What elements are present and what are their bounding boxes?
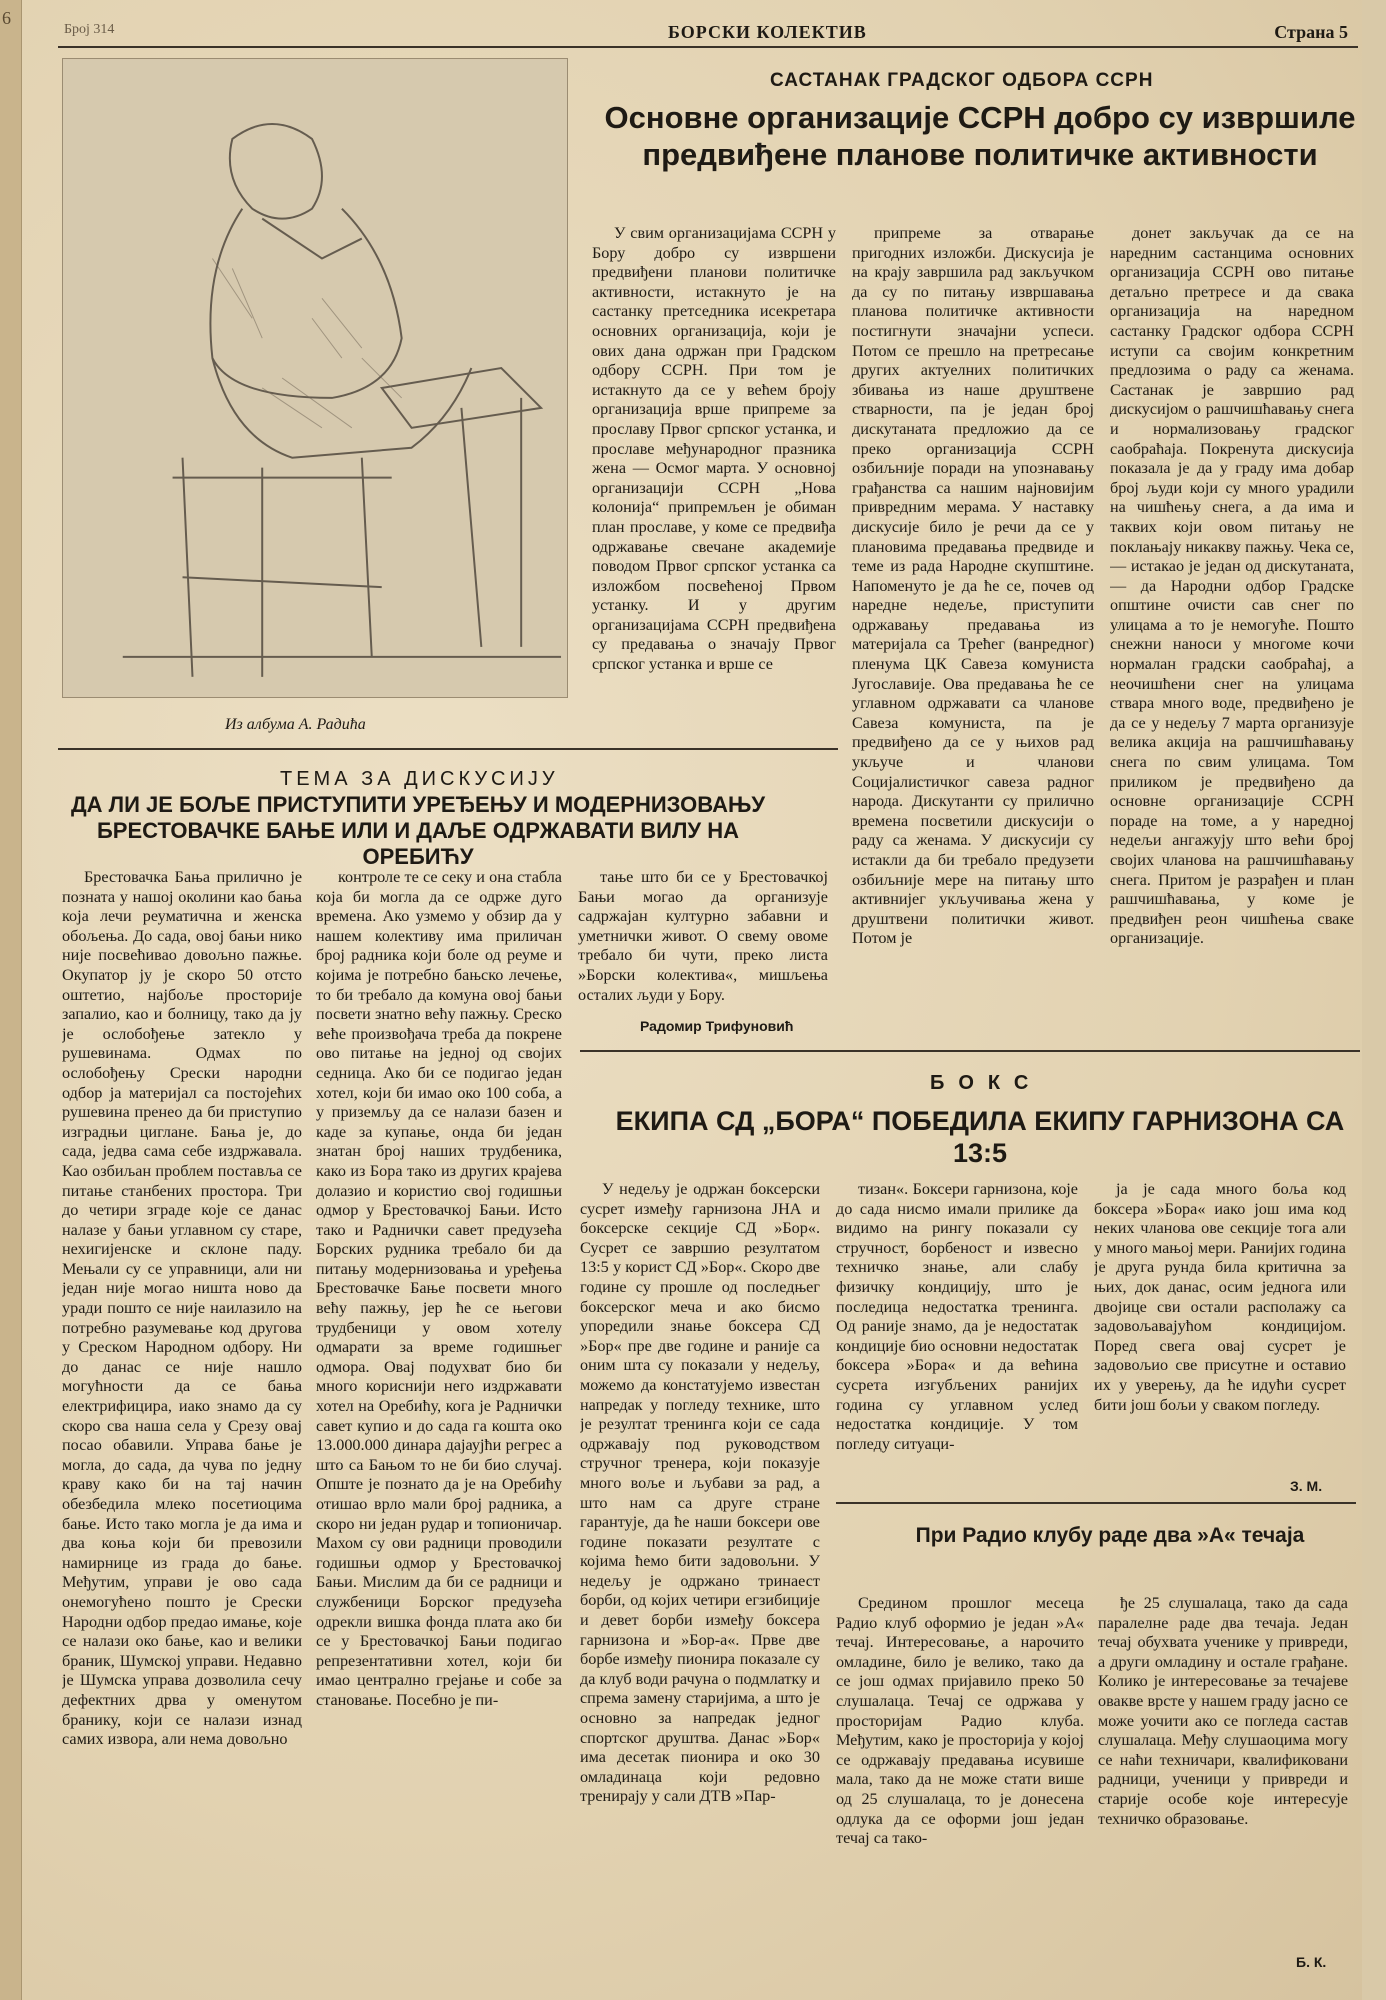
issue-number: Број 314: [64, 22, 115, 37]
page-number: Страна 5: [1274, 22, 1348, 42]
article2-column-2: контроле те се секу и она стабла која би могла да се одрже дуго времена. Ако узмемо у обзир да у нашем колективу има приличан број радника који боле од реуме и којима је потребно бањско лечење, то би требало да комуна овој бањи посвети знатно већу пажњу. Среско веће произвођача треба да покрене ово питање на једној од својих седница. Ако би се подигао један хотел, који би имао око 100 соба, а у приземљу да се налази базен и каде за купање, онда би један знатан број наших трудбеника, како из Бора тако из других крајева долазио и користио свој годишњи одмор у Брестовачкој Бањи. Исто тако и Раднички савет предузећа Борских рудника требало би да питању модернизовања и уређења Брестовачке Бање посвети много већу пажњу, јер ће се његови трудбеници у овом хотелу одмарати за време годишњег одмора. Овај подухват био би много кориснији него издржавати хотел на Оребићу, кога је Раднички савет купио и до сада га кошта око 13.000.000 динара дајаујћи регрес а што са Бањом то не би био случај. Опште је познато да је на Оребићу отишао врло мали број радника, а скоро ни један рудар и топионичар. Махом су ови радници проводили годишњи одмор у Брестовачкој Бањи. Мислим да би се радници и службеници Борског предузећа одрекли вишка фонда плата ако би се у Брестовачкој Бањи подигао репрезентативни хотел, који би имао централно грејање и собе за становање. Посебно је пи-: [316, 868, 562, 1709]
article4-column-2: ђе 25 слушалаца, тако да сада паралелне раде два течаја. Један течај обухвата ученике у привреди, а други омладину и остале грађане. Колико је интересовање за течајеве овакве врсте у нашем граду јасно се може уочити ако се погледа састав слушалаца. Међу слушаоцима могу се наћи техничари, квалификовани радници, ученици у привреди и старије особе које интересује техничко образовање.: [1098, 1594, 1348, 1828]
divider-rule: [580, 1050, 1360, 1052]
article4-signature: Б. К.: [1296, 1954, 1327, 1970]
article3-column-3: ја је сада много боља код боксера »Бора« иако још има код неких чланова ове секције тога али у много мањој мери. Ранијих година је друга рунда била критична за њих, док данас, осим једнога или двојице сви остали располажу са задовољавајућом кондицијом. Поред свега овај сусрет је задовољио све присутне и оставио их у уверењу, да ће идући сусрет бити још бољи у сваком погледу.: [1094, 1180, 1346, 1414]
article3-column-2: тизан«. Боксери гарнизона, које до сада нисмо имали прилике да видимо на рингу показали су стручност, борбеност и извесно техничко знање, али слабу физичку кондицију, што је последица недостатка тренинга. Од раније знамо, да је недостатак кондиције био основни недостатак боксера »Бора« и да већина сусрета изгубљених ранијих година су углавном услед недостатка кондиције. У том погледу ситуаци-: [836, 1180, 1078, 1453]
woman-sketch-icon: [63, 59, 567, 697]
divider-rule: [836, 1502, 1356, 1504]
sketch-illustration: [62, 58, 568, 698]
article3-title: ЕКИПА СД „БОРА“ ПОБЕДИЛА ЕКИПУ ГАРНИЗОНА СА 13:5: [615, 1106, 1345, 1168]
article3-signature: З. М.: [1290, 1478, 1323, 1494]
divider-rule: [58, 748, 838, 750]
article2-kicker: ТЕМА ЗА ДИСКУСИЈУ: [280, 768, 559, 790]
article3-kicker: БОКС: [930, 1072, 1043, 1094]
article1-column-2: припреме за отварање пригодних изложби. Дискусија је на крају завршила рад закључком да су по питању извршавања планова политичке активности постигнути значајни успеси. Потом се прешло на претресање других актуелних политичких збивања из наше друштвене стварности, па је један број дискутаната предложио да се преко организација ССРН озбиљније поради на упознавању грађанства са нашим најновијим привредним мерама. У наставку дискусије било је речи да се у плановима предавања предвиде и теме из рада Народне скупштине. Напоменуто је да ће се, почев од наредне недеље, приступити одржавању предавања из материјала са Трећег (ванредног) пленума ЦК Савеза комуниста Југославије. Ова предавања ће се углавном одржавати са члановe Савеза комуниста, па је предвиђено да се у њихов рад укључе и чланови Социјалистичког савеза радног народа. Дискутанти су прилично времена посветили дискусији о раду са женама. У дискусији су истакли да би требало предузети озбиљније мере на питању што активнијег укључивања жена у друштвени политички живот. Потом је: [852, 224, 1094, 948]
margin-page-number: 6: [2, 8, 11, 28]
article1-column-1: У свим организацијама ССРН у Бору добро су извршени предвиђени планови политичке активности, истакнуто је на састанку претседника исекретара основних организација, који је ових дана одржан при Градском одбору ССРН. При том је истакнуто да се у већем броју организација врше припреме за прославу Првог српског устанка, и прославе међународног празника жена — Осмог марта. У основној организацији ССРН „Нова колонија“ припремљен је обиман план прославе, у коме се предвиђа одржавање свечане академије поводом Првог српског устанка са изложбом посвећеној Првом устанку. И у другим организацијама ССРН предвиђена су предавања о значају Првог српског устанка и врше се: [592, 224, 836, 674]
paper-name: БОРСКИ КОЛЕКТИВ: [668, 22, 867, 42]
article4-title: При Радио клубу раде два »А« течаја: [915, 1524, 1305, 1547]
article1-kicker: САСТАНАК ГРАДСКОГ ОДБОРА ССРН: [770, 70, 1154, 91]
article4-column-1: Средином прошлог месеца Радио клуб оформио је један »А« течај. Интересовање, а нарочито омладине, било је велико, тако да се још одмах пријавило преко 50 слушалаца. Течај се одржава у просторијам Радио клуба. Међутим, како је просторија у којој се одржавају предавања исувише мала, тако да не може стати више од 25 слушалаца, то је донесена одлука да се оформи још један течај са тако-: [836, 1594, 1084, 1848]
illustration-caption: Из албума А. Радића: [225, 716, 366, 733]
masthead: [58, 18, 1358, 48]
article3-column-1: У недељу је одржан боксерски сусрет између гарнизона ЈНА и боксерске секције СД »Бор«. Сусрет се завршио резултатом 13:5 у корист СД »Бор«. Скоро две године су прошле од последњег боксерског меча и ако бисмо упоредили знање боксера СД »Бор« пре две године и раније са оним шта су показали у недељу, можемо да констатујемо известан напредак у погледу технике, што је резултат тренинга који се сада одржавају под руководством стручног тренера, који показује много воље и љубави за рад, а што нам са друге стране гарантује, да ће наши боксери ове године показати резултате с којима ћемо бити задовољни. У недељу је одржано тринаест борби, од којих четири егзибиције и девет борби између боксера гарнизона и »Бор-а«. Прве две борбе између пионира показале су да клуб води рачуна о подмлатку и спрема замену старијима, а што је основно за напредак једног спортског друштва. Данас »Бор« има десетак пионира и око 30 омладинаца који редовно тренирају у сали ДТВ »Пар-: [580, 1180, 820, 1806]
page-binding: [0, 0, 22, 2000]
article2-column-3: тање што би се у Брестовачкој Бањи могао да организује садржајан културно забавни и уметнички живот. О свему овоме требало би чути, преко листа »Борски колектива«, мишљења осталих људи у Бору.: [578, 868, 828, 1004]
article1-column-3: донет закључак да се на наредним састанцима основних организација ССРН ово питање детаљно претресе и да свака организација на наредном састанку Градског одбора ССРН иступи са својим конкретним предлозима о раду са женама. Састанак је завршио рад дискусијом о рашчишћавању снега и нормализовању градског саобраћаја. Покренута дискусија показала је да у граду има добар број људи који су много урадили на чишћењу снега, а да има и таквих који овом питању не поклањају никакву пажњу. Чека се, — истакао је један од дискутаната, — да Народни одбор Градске општине очисти сав снег по улицама а то је немогуће. Пошто снежни наноси у многоме кочи нормалан градски саобраћај, а неочишћени снег на улицама ствара много воде, предвиђено је да се у недељу 7 марта организује велика акција на рашчишћавању снега по свим улицама. Том приликом је предвиђено да основне организације ССРН пораде на томе, а у наредној недељи ангажују што већи број својих чланова на рашчишћавању снега. Притом је разрађен и план рашчишћавања, у коме је предвиђен реон чишћења сваке организације.: [1110, 224, 1354, 948]
article1-title: Основне организације ССРН добро су извршиле предвиђене планове политичке активности: [604, 100, 1356, 172]
article2-title: ДА ЛИ ЈЕ БОЉЕ ПРИСТУПИТИ УРЕЂЕЊУ И МОДЕРНИЗОВАЊУ БРЕСТОВАЧКЕ БАЊЕ ИЛИ И ДАЉЕ ОДРЖАВАТИ ВИЛУ НА ОРЕБИЋУ: [70, 792, 766, 869]
article2-column-1: Брестовачка Бања прилично је позната у нашој околини као бања која лечи реуматична и женска обољења. До сада, овој бањи нико није посвећивао довољно пажње. Окупатор ју је скоро 50 отсто оштетио, најбоље просторије запалио, као и болницу, тако да ју је ослобођење затекло у рушевинама. Одмах по ослобођењу Срески народни одбор ја материјал са постојећих рушевина пренео да би приступио изградњи циглане. Бања је, до сада, једва сама себе издржавала. Као озбиљан проблем поставља се питање станбених простора. Три до четири зграде које се данас налазе у бањи углавном су старе, нехигијенске и склоне паду. Мењали су се управници, али ни један није могао ништа ново да уради пошто се није наилазило на потребно разумевање код другова у Среском Народном одбору. Ни до данас се није нашло могућности да се бања електрифицира, иако знамо да су скоро сва наша села у Срезу овај посао обавили. Управа бање је могла, до сада, да чува по једну краву како би на тај начин обезбедила млеко посетиоцима бање. Исто тако могла је да има и два коња који би превозили намирнице из града до бање. Међутим, управи је ово сада онемогућено пошто је Срески Народни одбор предао имање, које се налази око бање, као и велики браник, Шумској управи. Недавно је Шумска управа дозволила сечу дефектних дрва у оменутом бранику, који се налази изнад самих извора, али нема довољно: [62, 868, 302, 1749]
article2-signature: Радомир Трифуновић: [640, 1018, 794, 1034]
